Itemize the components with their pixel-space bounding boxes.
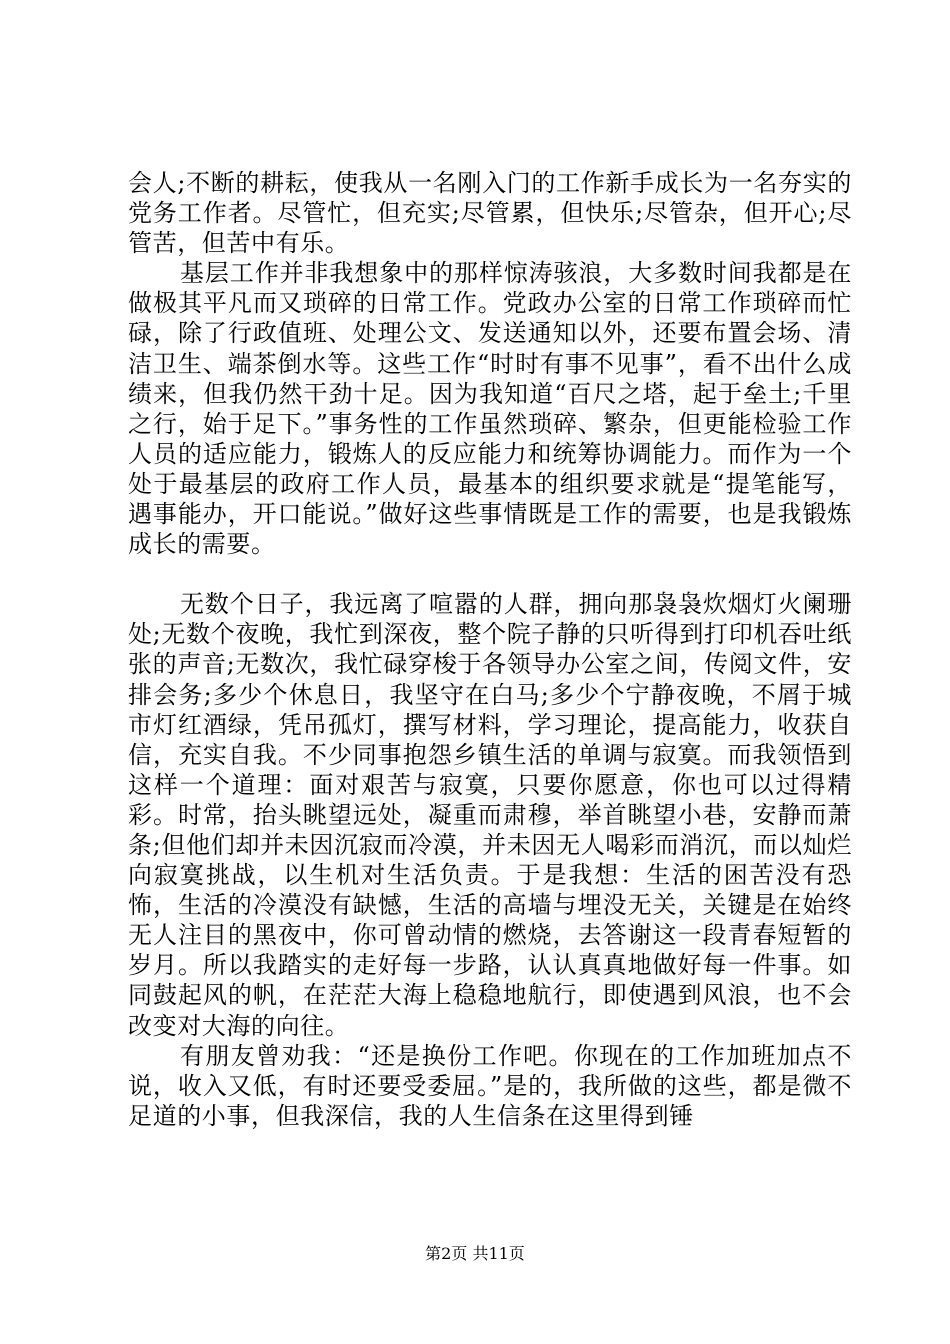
body-text bbox=[128, 168, 852, 1131]
page-footer: 第2页 共11页 bbox=[425, 1244, 525, 1263]
paragraph-4: 有朋友曾劝我：“还是换份工作吧。你现在的工作加班加点不说，收入又低，有时还要受委屈。”是的，我所做的这些，都是微不足道的小事，但我深信，我的人生信条在这里得到锤 bbox=[128, 1041, 852, 1130]
paragraph-3: 无数个日子，我远离了喧嚣的人群，拥向那袅袅炊烟灯火阑珊处;无数个夜晚，我忙到深夜，整个院子静的只听得到打印机吞吐纸张的声音;无数次，我忙碌穿梭于各领导办公室之间，传阅文件，安排会务;多少个休息日，我坚守在白马;多少个宁静夜晚，不屑于城市灯红酒绿，凭吊孤灯，撰写材料，学习理论，提高能力，收获自信，充实自我。不少同事抱怨乡镇生活的单调与寂寞。而我领悟到这样一个道理：面对艰苦与寂寞，只要你愿意，你也可以过得精彩。时常，抬头眺望远处，凝重而肃穆，举首眺望小巷，安静而萧条;但他们却并未因沉寂而冷漠，并未因无人喝彩而消沉，而以灿烂向寂寞挑战，以生机对生活负责。于是我想：生活的困苦没有恐怖，生活的冷漠没有缺憾，生活的高墙与埋没无关，关键是在始终无人注目的黑夜中，你可曾动情的燃烧，去答谢这一段青春短暂的岁月。所以我踏实的走好每一步路，认认真真地做好每一件事。如同鼓起风的帆，在茫茫大海上稳稳地航行，即使遇到风浪，也不会改变对大海的向往。 bbox=[128, 590, 852, 1040]
paragraph-2: 基层工作并非我想象中的那样惊涛骇浪，大多数时间我都是在做极其平凡而又琐碎的日常工作。党政办公室的日常工作琐碎而忙碌，除了行政值班、处理公文、发送通知以外，还要布置会场、清洁卫生、端茶倒水等。这些工作“时时有事不见事”，看不出什么成绩来，但我仍然干劲十足。因为我知道“百尺之塔，起于垒土;千里之行，始于足下。”事务性的工作虽然琐碎、繁杂，但更能检验工作人员的适应能力，锻炼人的反应能力和统筹协调能力。而作为一个处于最基层的政府工作人员，最基本的组织要求就是“提笔能写，遇事能办，开口能说。”做好这些事情既是工作的需要，也是我锻炼成长的需要。 bbox=[128, 259, 852, 559]
paragraph-1: 会人;不断的耕耘，使我从一名刚入门的工作新手成长为一名夯实的党务工作者。尽管忙，但充实;尽管累，但快乐;尽管杂，但开心;尽管苦，但苦中有乐。 bbox=[128, 169, 852, 258]
